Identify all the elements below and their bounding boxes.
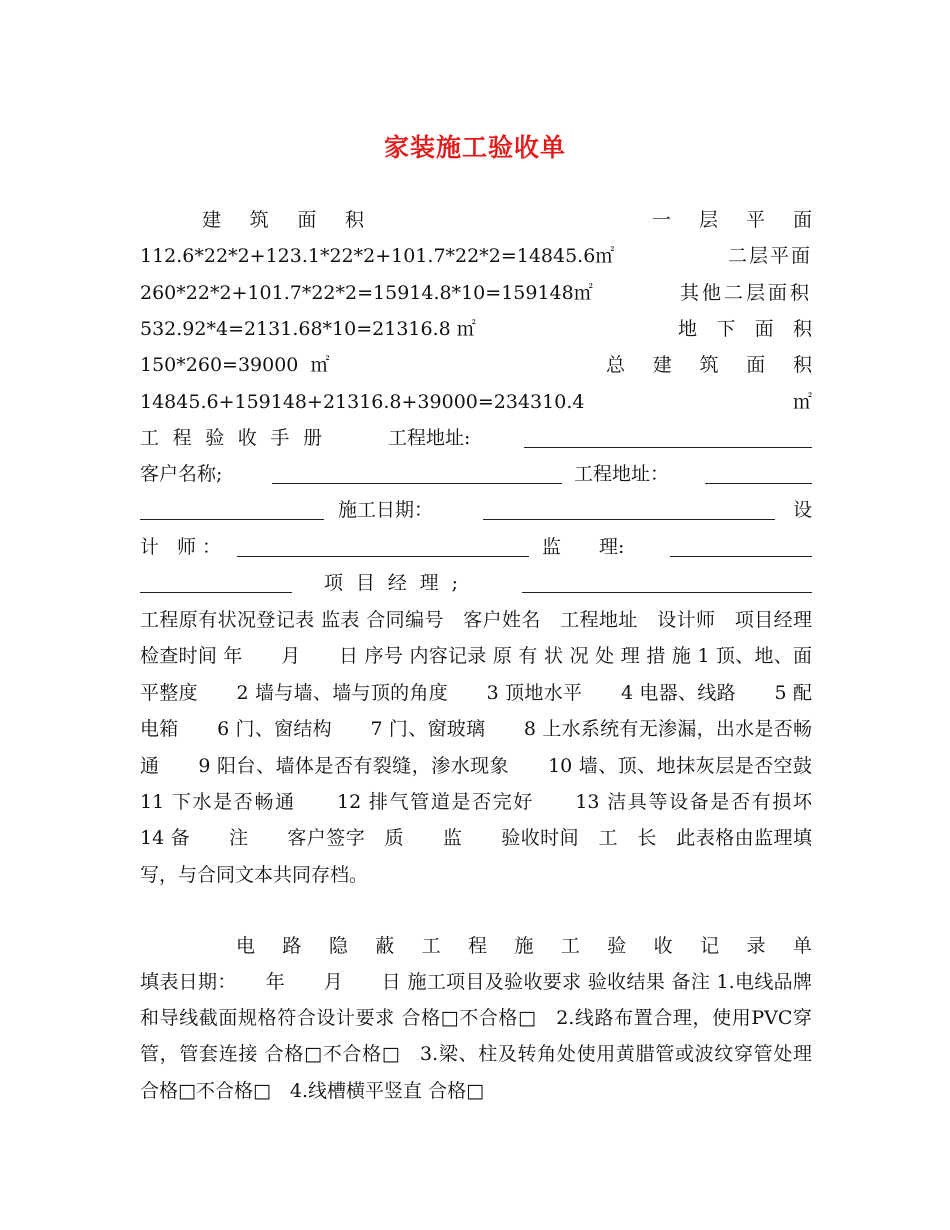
designer-label-start: 设 xyxy=(792,499,812,521)
supervisor-blank xyxy=(670,556,812,557)
handbook-title: 工 程 验 收 手 册 xyxy=(140,427,322,449)
floor1-formula: 112.6*22*2+123.1*22*2+101.7*22*2=14845.6㎡ xyxy=(140,245,615,267)
construction-date-blank xyxy=(483,519,775,520)
handbook-line-5 xyxy=(140,565,812,601)
project-address-label-1: 工程地址: xyxy=(388,427,471,449)
customer-name-label: 客户名称; xyxy=(140,463,223,485)
customer-name-blank xyxy=(272,483,562,484)
designer-label-end: 计 师： xyxy=(140,536,228,558)
handbook-line-3 xyxy=(140,492,812,528)
area-line-3 xyxy=(140,275,812,311)
other-area-label: 其他二层面积 xyxy=(679,282,812,304)
inspection-register-text: 工程原有状况登记表 监表 合同编号 客户姓名 工程地址 设计师 项目经理 检查时间 年 月 日 序号 内容记录 原 有 状 况 处 理 措 施 1 顶、地、面平整度 2 墙与墙、墙与顶的角度 3 顶地水平 4 电器、线路 5 配电箱 6 门、窗结构 7 门、窗玻璃 8 上水系统有无渗漏，出水是否畅通 9 阳台、墙体是否有裂缝，渗水现象 10 墙、顶、地抹灰层是否空鼓 11 下水是否畅通 12 排气管道是否完好 13 洁具等设备是否有损坏 14 备 注 客户签字 质 监 验收时间 工 长 此表格由监理填写，与合同文本共同存档。 xyxy=(140,609,851,886)
project-address-blank-3 xyxy=(140,519,324,520)
supervisor-blank-2 xyxy=(140,592,292,593)
project-address-label-2: 工程地址： xyxy=(574,463,670,485)
construction-date-label: 施工日期： xyxy=(338,499,434,521)
project-address-blank-1 xyxy=(524,447,812,448)
supervisor-label: 监 理: xyxy=(542,536,625,558)
total-area-unit: ㎡ xyxy=(792,391,812,413)
handbook-line-2 xyxy=(140,456,812,492)
handbook-line-1 xyxy=(140,420,812,456)
floor2-label: 二层平面 xyxy=(727,245,812,267)
total-area-formula: 14845.6+159148+21316.8+39000=234310.4 xyxy=(140,391,585,413)
electric-section-title: 电 路 隐 蔽 工 程 施 工 验 收 记 录 单 xyxy=(236,935,812,957)
page-title: 家装施工验收单 xyxy=(383,133,566,162)
basement-formula: 150*260=39000 ㎡ xyxy=(140,354,330,376)
electric-acceptance-text: 填表日期： 年 月 日 施工项目及验收要求 验收结果 备注 1.电线品牌和导线截面规格符合设计要求 合格□不合格□ 2.线路布置合理，使用PVC穿管，管套连接 合格□不合格□ 3.梁、柱及转角处使用黄腊管或波纹穿管处理 合格□不合格□ 4.线槽横平竖直 合格□ xyxy=(140,971,812,1102)
electric-title-line xyxy=(140,928,812,964)
project-manager-label: 项 目 经 理 ; xyxy=(324,572,458,594)
project-manager-blank xyxy=(522,592,812,593)
floor2-formula: 260*22*2+101.7*22*2=15914.8*10=159148㎡ xyxy=(140,282,593,304)
other-area-formula: 532.92*4=2131.68*10=21316.8 ㎡ xyxy=(140,318,476,340)
area-line-6 xyxy=(140,384,812,420)
project-address-blank-2 xyxy=(705,483,812,484)
designer-blank xyxy=(237,556,529,557)
area-line-5 xyxy=(140,347,812,383)
area-line-1 xyxy=(140,202,812,238)
handbook-line-4 xyxy=(140,529,812,565)
area-line-2 xyxy=(140,238,812,274)
basement-label: 地 下 面 积 xyxy=(678,318,812,340)
total-area-label: 总 建 筑 面 积 xyxy=(606,354,812,376)
area-line-4 xyxy=(140,311,812,347)
floor1-label: 一 层 平 面 xyxy=(652,209,812,231)
building-area-label: 建 筑 面 积 xyxy=(202,209,364,231)
